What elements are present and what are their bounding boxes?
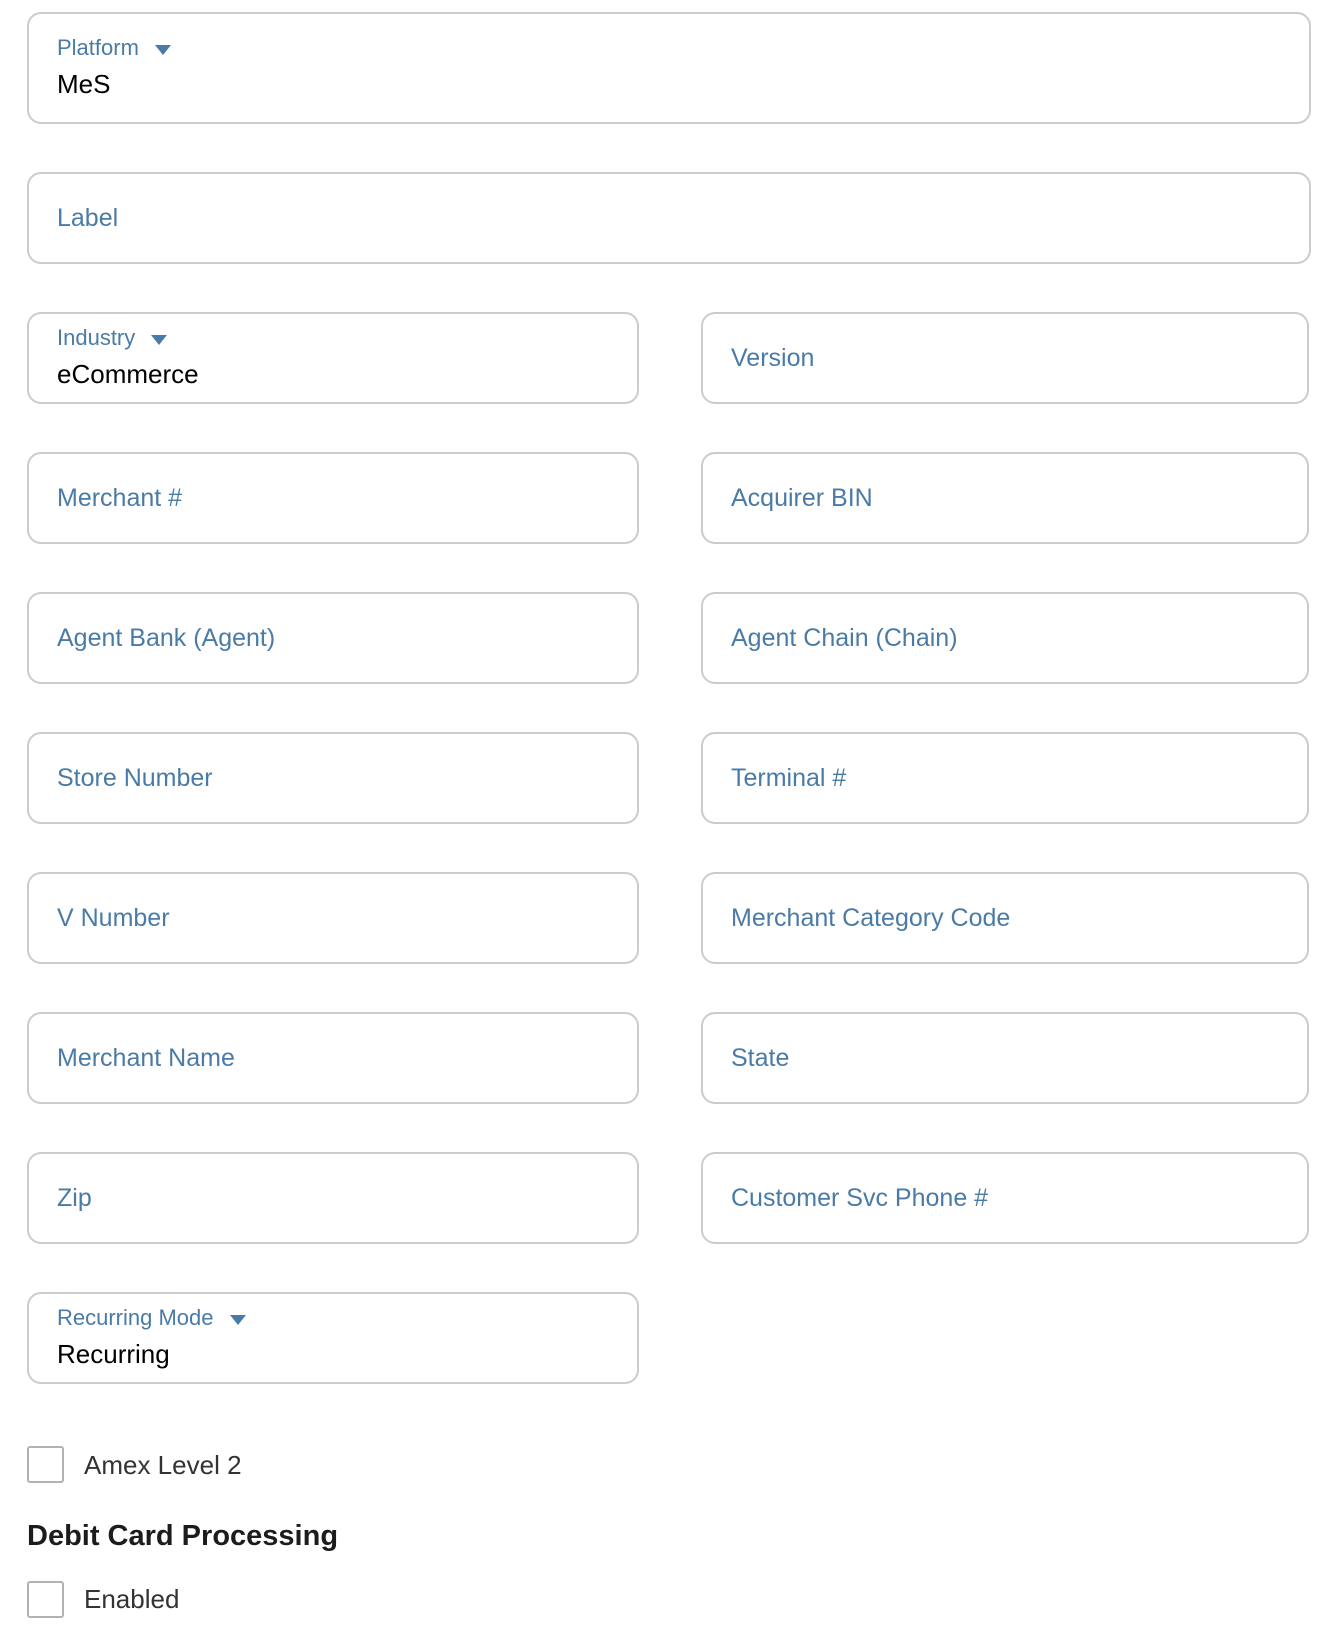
label-field <box>27 172 1311 264</box>
state-field <box>701 1012 1309 1104</box>
amex-level-2-checkbox[interactable] <box>27 1446 64 1483</box>
version-field <box>701 312 1309 404</box>
row-merchant-acquirer <box>27 452 1311 544</box>
merchant-category-code-input[interactable] <box>731 874 1279 962</box>
store-number-field <box>27 732 639 824</box>
row-agent-bank-chain <box>27 592 1311 684</box>
dropdown-caret-icon <box>230 1315 246 1325</box>
dropdown-caret-icon <box>151 335 167 345</box>
acquirer-bin-input[interactable] <box>731 454 1279 542</box>
empty-cell <box>701 1292 1309 1384</box>
row-zip-phone <box>27 1152 1311 1244</box>
industry-label-row <box>57 326 609 350</box>
recurring-mode-label-row <box>57 1306 609 1330</box>
amex-level-2-row <box>27 1446 1311 1483</box>
terminal-number-field <box>701 732 1309 824</box>
label-input[interactable] <box>57 174 1281 262</box>
v-number-field <box>27 872 639 964</box>
agent-bank-input[interactable] <box>57 594 609 682</box>
debit-card-processing-heading: Debit Card Processing <box>27 1520 339 1552</box>
merchant-number-field <box>27 452 639 544</box>
terminal-number-input[interactable] <box>731 734 1279 822</box>
industry-dropdown[interactable] <box>27 312 639 404</box>
state-input[interactable] <box>731 1014 1279 1102</box>
store-number-input[interactable] <box>57 734 609 822</box>
amex-level-2-label: Amex Level 2 <box>84 1449 242 1480</box>
industry-value: eCommerce <box>57 358 199 389</box>
row-store-terminal <box>27 732 1311 824</box>
row-merchantname-state <box>27 1012 1311 1104</box>
platform-dropdown[interactable] <box>27 12 1311 124</box>
enabled-label: Enabled <box>84 1584 180 1615</box>
v-number-input[interactable] <box>57 874 609 962</box>
enabled-checkbox[interactable] <box>27 1581 64 1618</box>
row-recurring-mode <box>27 1292 1311 1384</box>
recurring-mode-label: Recurring Mode <box>57 1305 214 1331</box>
recurring-mode-value: Recurring <box>57 1338 170 1369</box>
agent-bank-field <box>27 592 639 684</box>
row-industry-version <box>27 312 1311 404</box>
enabled-row <box>27 1581 1311 1618</box>
recurring-mode-dropdown[interactable] <box>27 1292 639 1384</box>
version-input[interactable] <box>731 314 1279 402</box>
zip-field <box>27 1152 639 1244</box>
customer-svc-phone-field <box>701 1152 1309 1244</box>
merchant-name-field <box>27 1012 639 1104</box>
platform-label-row <box>57 36 1281 60</box>
merchant-number-input[interactable] <box>57 454 609 542</box>
row-vnumber-mcc <box>27 872 1311 964</box>
merchant-name-input[interactable] <box>57 1014 609 1102</box>
zip-input[interactable] <box>57 1154 609 1242</box>
dropdown-caret-icon <box>155 45 171 55</box>
platform-value: MeS <box>57 68 111 99</box>
acquirer-bin-field <box>701 452 1309 544</box>
agent-chain-field <box>701 592 1309 684</box>
customer-svc-phone-input[interactable] <box>731 1154 1279 1242</box>
agent-chain-input[interactable] <box>731 594 1279 682</box>
industry-label: Industry <box>57 325 136 351</box>
platform-label: Platform <box>57 35 139 61</box>
merchant-category-code-field <box>701 872 1309 964</box>
